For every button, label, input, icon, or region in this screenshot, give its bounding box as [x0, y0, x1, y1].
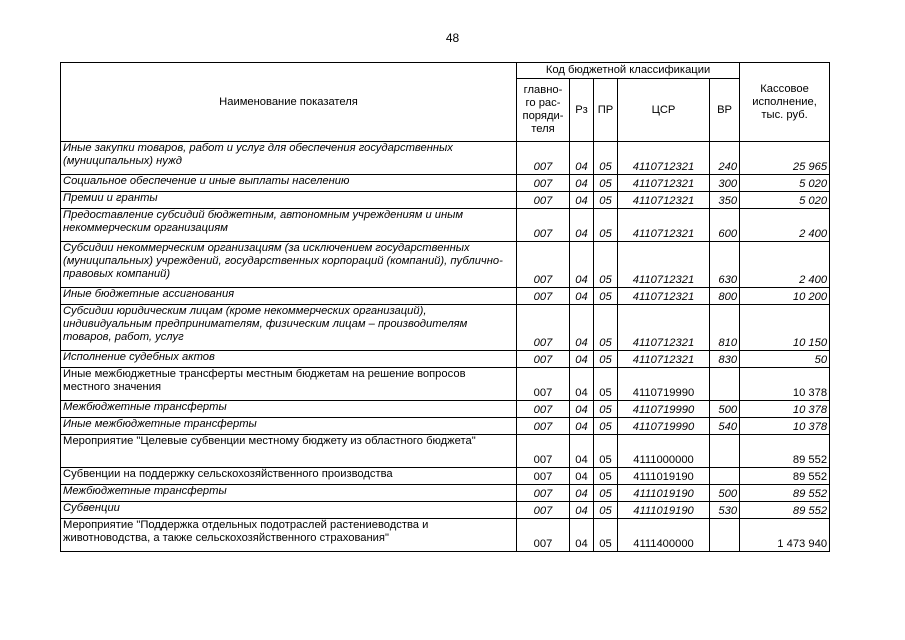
row-csr-cell: 4110712321: [618, 242, 710, 288]
row-amount-cell: 25 965: [740, 142, 830, 175]
row-rz-cell: 04: [570, 401, 594, 418]
header-csr: ЦСР: [618, 79, 710, 142]
table-row: [61, 502, 830, 519]
row-glavn-cell: 007: [517, 142, 570, 175]
row-name-cell: Иные закупки товаров, работ и услуг для обеспечения государственных (муниципальных) нужд: [61, 142, 517, 175]
row-amount-cell: 2 400: [740, 209, 830, 242]
row-pr-cell: 05: [594, 242, 618, 288]
table-row: [61, 351, 830, 368]
row-amount-cell: 1 473 940: [740, 519, 830, 552]
row-amount-cell: 10 378: [740, 418, 830, 435]
row-pr-cell: 05: [594, 142, 618, 175]
row-amount-cell: 89 552: [740, 485, 830, 502]
row-pr-cell: 05: [594, 519, 618, 552]
row-name-cell: Межбюджетные трансферты: [61, 401, 517, 418]
row-name-cell: Социальное обеспечение и иные выплаты населению: [61, 175, 517, 192]
row-rz-cell: 04: [570, 435, 594, 468]
row-csr-cell: 4110712321: [618, 175, 710, 192]
row-name-cell: Субвенции: [61, 502, 517, 519]
row-name-cell: Премии и гранты: [61, 192, 517, 209]
row-name-cell: Межбюджетные трансферты: [61, 485, 517, 502]
row-csr-cell: 4110712321: [618, 351, 710, 368]
row-rz-cell: 04: [570, 502, 594, 519]
table-row: [61, 242, 830, 288]
row-amount-cell: 5 020: [740, 192, 830, 209]
row-vr-cell: [710, 368, 740, 401]
row-pr-cell: 05: [594, 175, 618, 192]
header-name: Наименование показателя: [61, 63, 517, 142]
row-vr-cell: 500: [710, 401, 740, 418]
row-pr-cell: 05: [594, 368, 618, 401]
table-row: [61, 418, 830, 435]
row-pr-cell: 05: [594, 418, 618, 435]
row-name-cell: Иные бюджетные ассигнования: [61, 288, 517, 305]
row-csr-cell: 4111019190: [618, 502, 710, 519]
header-kbk-group: Код бюджетной классификации: [517, 63, 740, 79]
table-row: [61, 468, 830, 485]
row-rz-cell: 04: [570, 242, 594, 288]
row-glavn-cell: 007: [517, 468, 570, 485]
row-csr-cell: 4110719990: [618, 401, 710, 418]
row-pr-cell: 05: [594, 351, 618, 368]
table-row: [61, 209, 830, 242]
row-vr-cell: [710, 435, 740, 468]
row-amount-cell: 10 378: [740, 368, 830, 401]
row-vr-cell: [710, 519, 740, 552]
row-glavn-cell: 007: [517, 485, 570, 502]
row-name-cell: Предоставление субсидий бюджетным, автономным учреждениям и иным некоммерческим организациям: [61, 209, 517, 242]
row-csr-cell: 4110719990: [618, 418, 710, 435]
row-name-cell: Субсидии некоммерческим организациям (за исключением государственных (муниципальных) учреждений, государственных корпораций (компаний), публично-правовых компаний): [61, 242, 517, 288]
row-rz-cell: 04: [570, 175, 594, 192]
row-pr-cell: 05: [594, 401, 618, 418]
row-vr-cell: 630: [710, 242, 740, 288]
row-vr-cell: 240: [710, 142, 740, 175]
row-csr-cell: 4110712321: [618, 142, 710, 175]
row-vr-cell: 350: [710, 192, 740, 209]
row-name-cell: Мероприятие "Целевые субвенции местному бюджету из областного бюджета": [61, 435, 517, 468]
table-body: [61, 142, 830, 552]
row-name-cell: Иные межбюджетные трансферты: [61, 418, 517, 435]
row-rz-cell: 04: [570, 468, 594, 485]
row-amount-cell: 2 400: [740, 242, 830, 288]
row-glavn-cell: 007: [517, 435, 570, 468]
row-rz-cell: 04: [570, 192, 594, 209]
row-csr-cell: 4110712321: [618, 288, 710, 305]
row-vr-cell: 810: [710, 305, 740, 351]
row-glavn-cell: 007: [517, 418, 570, 435]
table-row: [61, 288, 830, 305]
row-glavn-cell: 007: [517, 288, 570, 305]
row-name-cell: Иные межбюджетные трансферты местным бюджетам на решение вопросов местного значения: [61, 368, 517, 401]
row-vr-cell: 830: [710, 351, 740, 368]
row-csr-cell: 4110712321: [618, 192, 710, 209]
row-rz-cell: 04: [570, 209, 594, 242]
row-csr-cell: 4110712321: [618, 305, 710, 351]
row-rz-cell: 04: [570, 142, 594, 175]
row-amount-cell: 89 552: [740, 435, 830, 468]
header-pr: ПР: [594, 79, 618, 142]
row-glavn-cell: 007: [517, 368, 570, 401]
row-name-cell: Субвенции на поддержку сельскохозяйственного производства: [61, 468, 517, 485]
row-csr-cell: 4111000000: [618, 435, 710, 468]
row-rz-cell: 04: [570, 418, 594, 435]
row-amount-cell: 10 150: [740, 305, 830, 351]
row-rz-cell: 04: [570, 368, 594, 401]
row-vr-cell: 500: [710, 485, 740, 502]
row-vr-cell: 600: [710, 209, 740, 242]
row-pr-cell: 05: [594, 485, 618, 502]
table-row: [61, 368, 830, 401]
header-glavn: главно-го рас-поряди-теля: [517, 79, 570, 142]
row-amount-cell: 50: [740, 351, 830, 368]
row-rz-cell: 04: [570, 288, 594, 305]
row-rz-cell: 04: [570, 305, 594, 351]
row-rz-cell: 04: [570, 485, 594, 502]
row-rz-cell: 04: [570, 351, 594, 368]
row-glavn-cell: 007: [517, 305, 570, 351]
row-pr-cell: 05: [594, 209, 618, 242]
row-name-cell: Мероприятие "Поддержка отдельных подотраслей растениеводства и животноводства, а также сельскохозяйственного страхования": [61, 519, 517, 552]
row-amount-cell: 10 378: [740, 401, 830, 418]
row-vr-cell: 530: [710, 502, 740, 519]
row-pr-cell: 05: [594, 435, 618, 468]
budget-execution-table: [60, 62, 830, 552]
row-pr-cell: 05: [594, 502, 618, 519]
table-row: [61, 485, 830, 502]
table-row: [61, 175, 830, 192]
row-amount-cell: 5 020: [740, 175, 830, 192]
table-row: [61, 435, 830, 468]
row-csr-cell: 4111019190: [618, 468, 710, 485]
row-vr-cell: 800: [710, 288, 740, 305]
table-row: [61, 192, 830, 209]
row-vr-cell: 540: [710, 418, 740, 435]
row-glavn-cell: 007: [517, 502, 570, 519]
table-row: [61, 305, 830, 351]
row-amount-cell: 89 552: [740, 502, 830, 519]
table-row: [61, 142, 830, 175]
header-vr: ВР: [710, 79, 740, 142]
row-csr-cell: 4111019190: [618, 485, 710, 502]
row-glavn-cell: 007: [517, 242, 570, 288]
row-vr-cell: [710, 468, 740, 485]
table-row: [61, 519, 830, 552]
row-name-cell: Субсидии юридическим лицам (кроме некоммерческих организаций), индивидуальным предпринимателям, физическим лицам – производителям товаров, работ, услуг: [61, 305, 517, 351]
row-glavn-cell: 007: [517, 175, 570, 192]
row-pr-cell: 05: [594, 468, 618, 485]
page-number: 48: [445, 31, 460, 45]
row-glavn-cell: 007: [517, 519, 570, 552]
row-glavn-cell: 007: [517, 401, 570, 418]
row-glavn-cell: 007: [517, 192, 570, 209]
row-glavn-cell: 007: [517, 351, 570, 368]
row-pr-cell: 05: [594, 288, 618, 305]
row-rz-cell: 04: [570, 519, 594, 552]
row-amount-cell: 10 200: [740, 288, 830, 305]
row-name-cell: Исполнение судебных актов: [61, 351, 517, 368]
row-csr-cell: 4111400000: [618, 519, 710, 552]
row-glavn-cell: 007: [517, 209, 570, 242]
header-amount: Кассовое исполнение, тыс. руб.: [740, 63, 830, 142]
row-amount-cell: 89 552: [740, 468, 830, 485]
row-pr-cell: 05: [594, 192, 618, 209]
row-csr-cell: 4110719990: [618, 368, 710, 401]
row-vr-cell: 300: [710, 175, 740, 192]
row-pr-cell: 05: [594, 305, 618, 351]
table-row: [61, 401, 830, 418]
header-rz: Рз: [570, 79, 594, 142]
row-csr-cell: 4110712321: [618, 209, 710, 242]
